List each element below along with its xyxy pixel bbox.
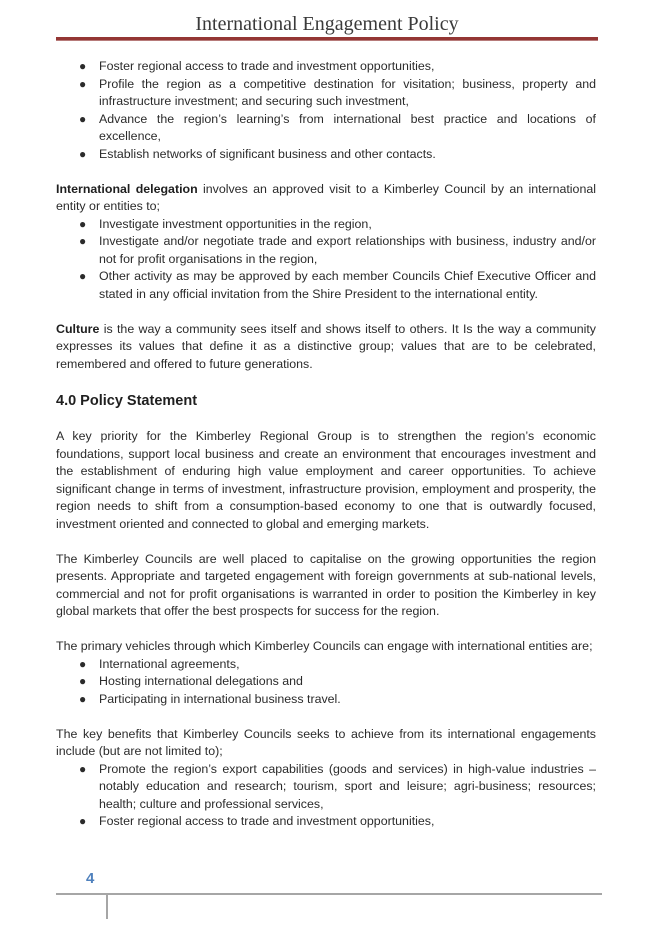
bullet-icon: ●: [79, 216, 87, 231]
benefits-intro: The key benefits that Kimberley Councils seeks to achieve from its international engagements include (but are not limited to);: [56, 726, 596, 758]
benefits-bullet-list: [56, 761, 596, 831]
list-item: ● Establish networks of significant business and other contacts.: [56, 146, 596, 164]
list-item: ● Advance the region’s learning’s from international best practice and locations of excellence,: [79, 111, 596, 143]
delegation-text: involves an approved visit to a Kimberley Council by an international entity or entities to;: [56, 181, 596, 213]
bullet-icon: ●: [79, 814, 87, 828]
page-number-divider: [106, 895, 108, 919]
page-number: 4: [86, 870, 95, 887]
page-content: [56, 58, 596, 831]
bullet-icon: ●: [79, 656, 87, 671]
list-item: ● Promote the region’s export capabilities (goods and services) in high-value industries – notably education and research; tourism, sport and leisure; agri-business; resources; health; culture and professional services,: [79, 761, 596, 811]
culture-definition: [56, 321, 596, 374]
document-title: International Engagement Policy: [195, 13, 459, 35]
list-item: ● International agreements,: [56, 656, 596, 674]
bullet-icon: ●: [79, 269, 87, 283]
list-item: ● Other activity as may be approved by each member Councils Chief Executive Officer and stated in any official invitation from the Shire President to the international entity.: [79, 269, 596, 301]
culture-term: Culture: [56, 321, 100, 336]
bullet-icon: ●: [79, 234, 87, 248]
header-rule-shadow: [56, 40, 598, 41]
intro-bullet-list: [56, 58, 596, 163]
policy-paragraph-2: The Kimberley Councils are well placed to capitalise on the growing opportunities the region presents. Appropriate and targeted engagement with foreign governments at sub-national levels, commercial and not for profit organisations is warranted in order to position the Kimberley in key global markets that offer the best prospects for success for the region.: [56, 551, 596, 618]
delegation-definition: [56, 181, 596, 216]
bullet-icon: ●: [79, 674, 87, 688]
vehicles-intro: The primary vehicles through which Kimberley Councils can engage with international entities are;: [56, 639, 593, 653]
bullet-icon: ●: [79, 691, 87, 706]
bullet-icon: ●: [79, 146, 87, 161]
delegation-term: International delegation: [56, 181, 198, 196]
list-item: ● Investigate and/or negotiate trade and export relationships with business, industry and/or not for profit organisations in the region,: [79, 234, 596, 266]
list-item: ● Foster regional access to trade and investment opportunities,: [56, 58, 596, 76]
policy-paragraph-1: A key priority for the Kimberley Regional Group is to strengthen the region’s economic foundations, support local business and create an environment that encourages investment and the establishment of enduring high value employment and career opportunities. To achieve significant change in terms of investment, infrastructure provision, employment and prosperity, the region needs to shift from a consumption-based economy to one that is outwardly focused, investment oriented and connected to global and emerging markets.: [56, 429, 596, 531]
culture-text: is the way a community sees itself and shows itself to others. It Is the way a community expresses its values that define it as a distinctive group; values that are to be celebrated, remembered and offered to future generations.: [56, 321, 596, 371]
list-item: ● Foster regional access to trade and investment opportunities,: [56, 813, 596, 831]
page-header: [56, 12, 598, 36]
section-heading: 4.0 Policy Statement: [56, 392, 198, 409]
bullet-icon: ●: [79, 59, 87, 73]
list-item: ● Participating in international business travel.: [56, 691, 596, 709]
list-item: ● Hosting international delegations and: [56, 673, 596, 691]
bullet-icon: ●: [79, 761, 87, 776]
bullet-icon: ●: [79, 111, 87, 126]
footer-rule: [56, 893, 602, 895]
list-item: ● Investigate investment opportunities in the region,: [56, 216, 596, 234]
delegation-bullet-list: [56, 216, 596, 304]
vehicles-bullet-list: [56, 656, 596, 709]
list-item: ● Profile the region as a competitive destination for visitation; business, property and infrastructure investment; and securing such investment,: [79, 76, 596, 108]
bullet-icon: ●: [79, 76, 87, 91]
